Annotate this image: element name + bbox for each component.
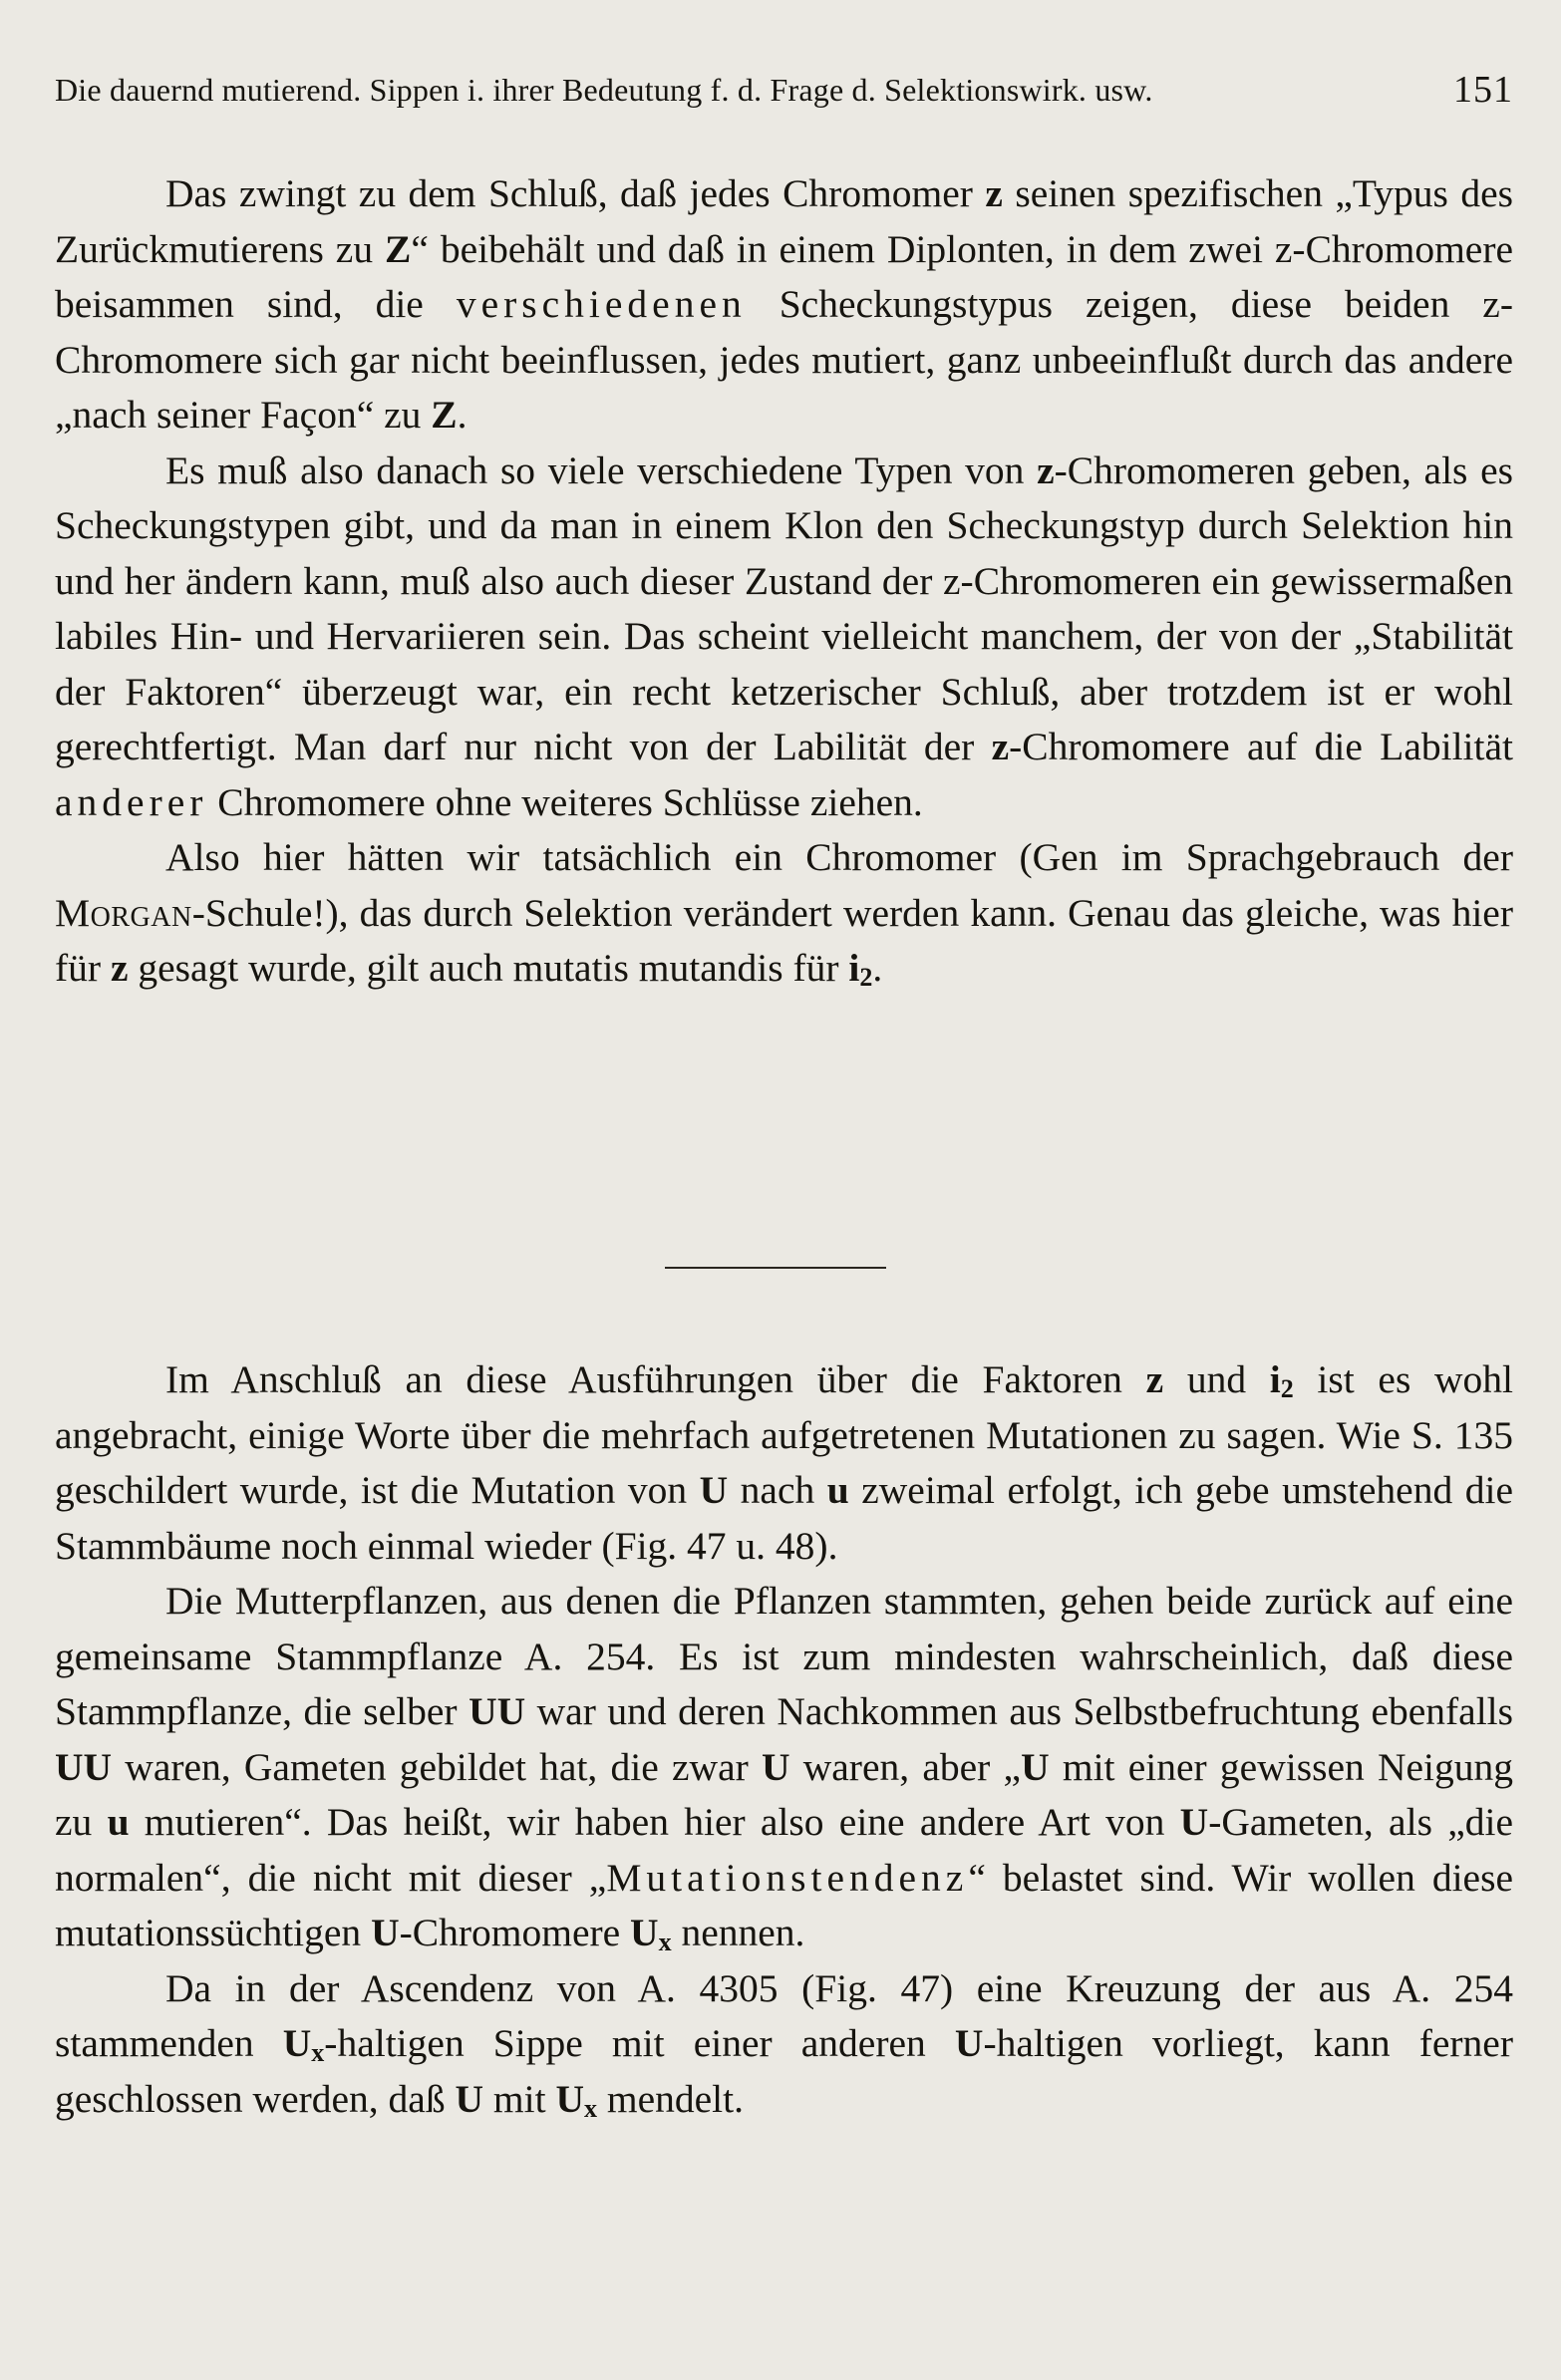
- paragraph-4: Im Anschluß an diese Ausführungen über die Faktoren z und $i_2$ ist es wohl angebracht, einige Worte über die mehrfach aufgetretenen Mutationen zu sagen. Wie S. 135 geschildert wurde, ist die Mutation von U nach u zweimal erfolgt, ich gebe umstehend die Stammbäume noch einmal wieder (Fig. 47 u. 48).: [55, 1357, 1513, 1568]
- paragraph-2: Es muß also danach so viele verschiedene Typen von z-Chromomeren geben, als es Scheckungstypen gibt, und da man in einem Klon den Scheckungstyp durch Selektion hin und her ändern kann, muß also auch dieser Zustand der z-Chromomeren ein gewissermaßen labiles Hin- und Hervariieren sein. Das scheint vielleicht manchem, der von der „Stabilität der Faktoren“ überzeugt war, ein recht ketzerischer Schluß, aber trotzdem ist er wohl gerechtfertigt. Man darf nur nicht von der Labilität der z-Chromomere auf die Labilität anderer Chromomere ohne weiteres Schlüsse ziehen.: [55, 447, 1514, 824]
- paragraph-5: Die Mutterpflanzen, aus denen die Pflanzen stammten, gehen beide zurück auf eine gemeinsame Stammpflanze A. 254. Es ist zum mindesten wahrscheinlich, daß diese Stammpflanze, die selber UU war und deren Nachkommen aus Selbstbefruchtung ebenfalls UU waren, Gameten gebildet hat, die zwar U waren, aber „U mit einer gewissen Neigung zu u mutieren“. Das heißt, wir haben hier also eine andere Art von U-Gameten, als „die normalen“, die nicht mit dieser „Mutationstendenz“ belastet sind. Wir wollen diese mutationssüchtigen U-Chromomere $U_x$ nennen.: [55, 1579, 1514, 1956]
- paragraph-3: Also hier hätten wir tatsächlich ein Chromomer (Gen im Sprachgebrauch der Morgan-Schule!), das durch Selektion verändert werden kann. Genau das gleiche, was hier für z gesagt wurde, gilt auch mutatis mutandis für $i_2$.: [55, 835, 1513, 992]
- running-title: Die dauernd mutierend. Sippen i. ihrer Bedeutung f. d. Frage d. Selektionswirk. usw.: [55, 72, 1153, 108]
- section-divider: [665, 1267, 886, 1269]
- page-number: 151: [1453, 69, 1513, 111]
- text-block-upper: [55, 166, 1513, 997]
- paragraph-1: Das zwingt zu dem Schluß, daß jedes Chromomer z seinen spezifischen „Typus des Zurückmutierens zu Z“ beibehält und daß in einem Diplonten, in dem zwei z-Chromomere beisammen sind, die verschiedenen Scheckungstypus zeigen, diese beiden z-Chromomere sich gar nicht beeinflussen, jedes mutiert, ganz unbeeinflußt durch das andere „nach seiner Façon“ zu Z.: [55, 171, 1514, 437]
- text-block-lower: [55, 1352, 1513, 2127]
- paragraph-6: Da in der Ascendenz von A. 4305 (Fig. 47) eine Kreuzung der aus A. 254 stammenden $U_x$-haltigen Sippe mit einer anderen U-haltigen vorliegt, kann ferner geschlossen werden, daß U mit $U_x$ mendelt.: [55, 1965, 1513, 2123]
- running-header: [55, 69, 1513, 122]
